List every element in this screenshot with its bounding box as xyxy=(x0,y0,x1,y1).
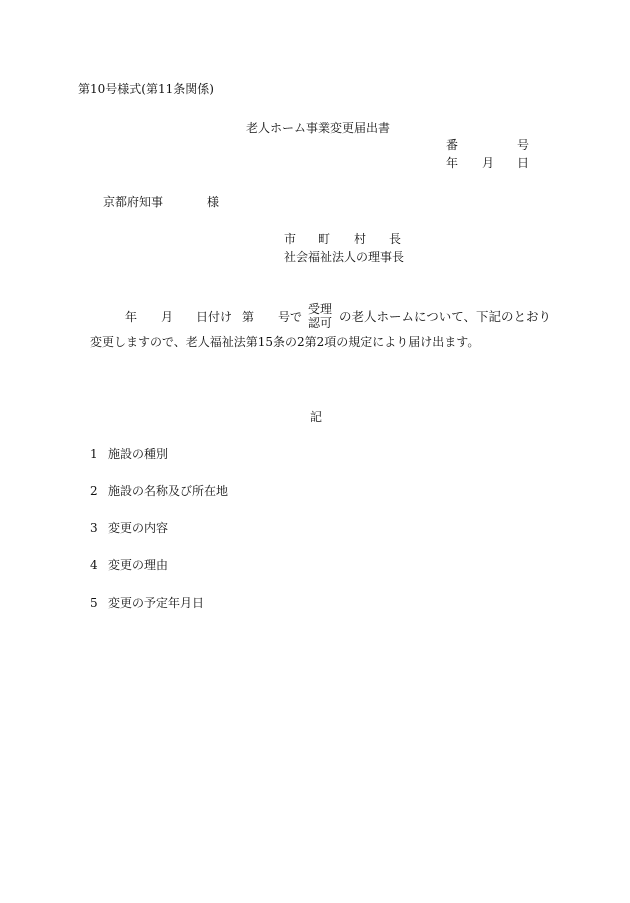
body-line1-rest: の老人ホームについて、下記のとおり xyxy=(339,309,552,324)
sender-town: 町 xyxy=(318,232,331,246)
item-2-label: 施設の名称及び所在地 xyxy=(108,484,229,498)
body-go-de: 号で xyxy=(278,310,303,324)
stack-bottom: 認可 xyxy=(307,316,332,330)
item-5-num: 5 xyxy=(90,596,98,610)
body-dai: 第 xyxy=(242,310,255,324)
date-day-label: 日 xyxy=(517,156,530,170)
item-5-label: 変更の予定年月日 xyxy=(108,596,205,610)
body-line2: 変更しますので、老人福祉法第15条の2第2項の規定により届け出ます。 xyxy=(90,335,480,349)
number-label-ban: 番 xyxy=(446,138,459,152)
body-dated: 日付け xyxy=(196,310,233,324)
number-label-go: 号 xyxy=(517,138,530,152)
addressee-name: 京都府知事 xyxy=(103,195,164,209)
document-title: 老人ホーム事業変更届出書 xyxy=(246,121,391,135)
ki-heading: 記 xyxy=(310,410,323,424)
body-stacked-choice xyxy=(305,302,335,330)
body-year: 年 xyxy=(125,310,138,324)
sender-village: 村 xyxy=(354,232,367,246)
date-month-label: 月 xyxy=(482,156,495,170)
item-1-label: 施設の種別 xyxy=(108,447,169,461)
item-3-num: 3 xyxy=(90,521,98,535)
item-3-label: 変更の内容 xyxy=(108,521,169,535)
item-2-num: 2 xyxy=(90,484,98,498)
item-4-label: 変更の理由 xyxy=(108,558,169,572)
addressee-honorific: 様 xyxy=(207,195,220,209)
sender-city: 市 xyxy=(284,232,297,246)
item-4-num: 4 xyxy=(90,558,98,572)
date-year-label: 年 xyxy=(446,156,459,170)
sender-head: 長 xyxy=(389,232,402,246)
sender-corporation: 社会福祉法人の理事長 xyxy=(284,250,405,264)
item-1-num: 1 xyxy=(90,447,98,461)
stack-top: 受理 xyxy=(307,302,332,316)
body-month: 月 xyxy=(161,310,174,324)
form-number: 第10号様式(第11条関係) xyxy=(78,82,214,96)
